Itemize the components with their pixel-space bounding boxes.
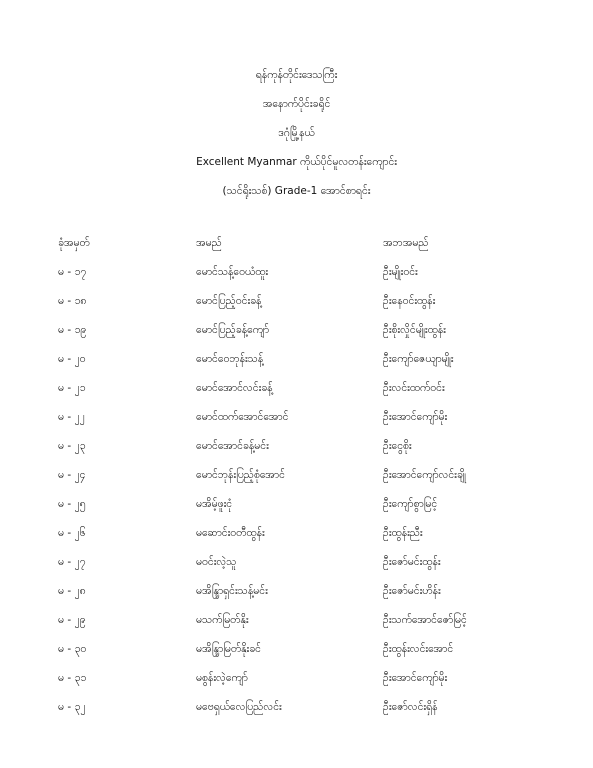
student-name: မောင်သန့်ဝေယံထူး	[196, 266, 269, 278]
student-name: မောင်အောင်ခန့်မင်း	[196, 440, 269, 452]
student-name: မောင်အောင်လင်းခန့်	[196, 382, 273, 394]
father-name: ဦးကျော်ဇေယျာမျိုး	[383, 353, 454, 365]
student-name: မစွန်းလဲ့ကျော်	[196, 672, 248, 684]
seat-number: မ - ၂၆	[58, 527, 86, 539]
header-seat-number: ခုံအမှတ်	[58, 237, 90, 249]
father-name: ဦးဇော်မင်းထွန်း	[383, 556, 441, 568]
father-name: ဦးနေဝင်းထွန်း	[383, 295, 436, 307]
district-title: အနောက်ပိုင်းခရိုင်	[262, 98, 331, 110]
seat-number: မ - ၃၂	[58, 701, 86, 713]
results-table	[58, 233, 538, 726]
table-row	[58, 494, 538, 523]
seat-number: မ - ၁၈	[58, 295, 87, 307]
township-title: ဒဂုံမြို့နယ်	[278, 127, 315, 139]
seat-number: မ - ၂၈	[58, 585, 86, 597]
father-name: ဦးဇော်လင်းရှိန်	[383, 701, 438, 713]
region-title: ရန်ကုန်တိုင်းဒေသကြီး	[255, 69, 338, 81]
student-name: မဆောင်းဝတီထွန်း	[196, 527, 265, 539]
school-title: Excellent Myanmar ကိုယ်ပိုင်မူလတန်းကျောင်း	[196, 156, 397, 168]
table-row	[58, 262, 538, 291]
seat-number: မ - ၂၇	[58, 556, 86, 568]
header-name: အမည်	[196, 237, 222, 249]
table-row	[58, 639, 538, 668]
student-name: မဗေရှယ်လေပြည်လင်း	[196, 701, 282, 713]
student-name: မောင်ထက်အောင်အောင်	[196, 411, 289, 423]
table-row	[58, 378, 538, 407]
student-name: မောင်ဝေဘုန်းသန့်	[196, 353, 264, 365]
student-name: မအိန္ဒြာမြတ်နိုးခင်	[196, 643, 261, 655]
father-name: ဦးမျိုးဝင်း	[383, 266, 418, 278]
father-name: ဦးဇော်မင်းဟိန်း	[383, 585, 441, 597]
seat-number: မ - ၂၅	[58, 498, 86, 510]
seat-number: မ - ၂၁	[58, 382, 86, 394]
student-name: မောင်ပြည့်ခန့်ကျော်	[196, 324, 270, 336]
father-name: ဦးထွန်းလင်းအောင်	[383, 643, 454, 655]
father-name: ဦးအောင်ကျော်မိုး	[383, 411, 448, 423]
table-row	[58, 407, 538, 436]
table-row	[58, 349, 538, 378]
table-row	[58, 581, 538, 610]
table-row	[58, 697, 538, 726]
student-name: မသက်မြတ်နိုး	[196, 614, 249, 626]
table-row	[58, 320, 538, 349]
father-name: ဦးထွန်းညီး	[383, 527, 423, 539]
student-name: မောင်ဘုန်းပြည့်စုံအောင်	[196, 469, 285, 481]
table-row	[58, 610, 538, 639]
seat-number: မ - ၂၃	[58, 440, 86, 452]
father-name: ဦးငွေစိုး	[383, 440, 412, 452]
seat-number: မ - ၂၉	[58, 614, 86, 626]
seat-number: မ - ၂၄	[58, 469, 86, 481]
father-name: ဦးအောင်ကျော်မိုး	[383, 672, 448, 684]
father-name: ဦးအောင်ကျော်လင်းချို	[383, 469, 466, 481]
student-name: မအိန္ဒြာရှင်းသန့်မင်း	[196, 585, 268, 597]
seat-number: မ - ၁၇	[58, 266, 87, 278]
student-name: မဝင်းလဲ့သူ	[196, 556, 237, 568]
student-name: မအိမ့်ဖူးငုံ	[196, 498, 233, 510]
father-name: ဦးလင်းထက်ဝင်း	[383, 382, 445, 394]
table-row	[58, 552, 538, 581]
seat-number: မ - ၁၉	[58, 324, 87, 336]
list-title: (သင်ရိုးသစ်) Grade-1 အောင်စာရင်း	[222, 185, 371, 197]
seat-number: မ - ၂၀	[58, 353, 86, 365]
table-row	[58, 523, 538, 552]
father-name: ဦးသက်အောင်ဇော်မြင့်	[383, 614, 467, 626]
seat-number: မ - ၃၁	[58, 672, 87, 684]
seat-number: မ - ၃၀	[58, 643, 87, 655]
table-row	[58, 436, 538, 465]
seat-number: မ - ၂၂	[58, 411, 85, 423]
table-row	[58, 465, 538, 494]
table-header-row	[58, 233, 538, 262]
student-name: မောင်ပြည့်ဝင်းခန့်	[196, 295, 262, 307]
father-name: ဦးစိုးလှိုင်မျိုးထွန်း	[383, 324, 446, 336]
table-row	[58, 668, 538, 697]
table-row	[58, 291, 538, 320]
father-name: ဦးကျော်စွာမြင့်	[383, 498, 438, 510]
header-father-name: အဘအမည်	[383, 237, 429, 249]
